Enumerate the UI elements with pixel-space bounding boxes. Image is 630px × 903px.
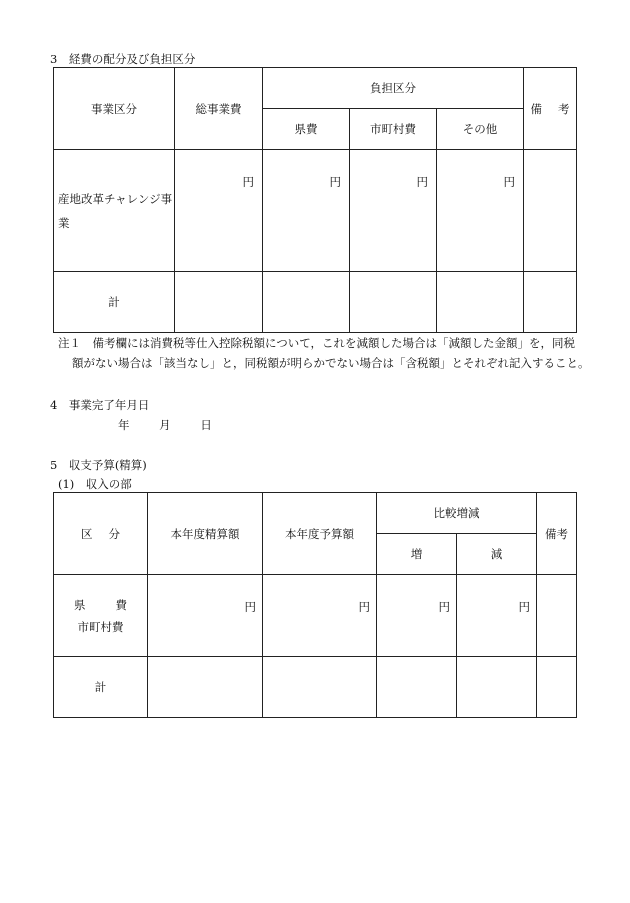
expense-allocation-table <box>53 67 577 333</box>
total-cell[interactable] <box>457 657 537 718</box>
row-income-source: 県 費 市町村費 <box>54 575 148 657</box>
income-table <box>53 492 577 718</box>
header-remarks: 備考 <box>537 493 577 575</box>
header-decrease: 減 <box>457 534 537 575</box>
section5-heading: 5 収支予算(精算) <box>50 458 147 472</box>
date-day-label: 日 <box>200 418 212 432</box>
section4-heading: 4 事業完了年月日 <box>50 398 150 412</box>
header-kubun: 区 分 <box>54 493 148 575</box>
total-cell[interactable] <box>524 272 577 333</box>
cell-other-cost[interactable]: 円 <box>437 150 524 272</box>
total-cell[interactable] <box>537 657 577 718</box>
date-year-label: 年 <box>118 418 130 432</box>
section5-subheading: (1) 収入の部 <box>58 477 132 491</box>
total-cell[interactable] <box>148 657 263 718</box>
note-line-1: 注１ 備考欄には消費税等仕入控除税額について，これを減額した場合は「減額した金額」を，同税 <box>58 336 576 350</box>
total-cell[interactable] <box>263 657 377 718</box>
header-budget-amount: 本年度予算額 <box>263 493 377 575</box>
cell-increase[interactable]: 円 <box>377 575 457 657</box>
cell-remarks[interactable] <box>524 150 577 272</box>
row-project-name: 産地改革チャレンジ事業 <box>54 150 175 272</box>
header-remarks: 備 考 <box>524 68 577 150</box>
header-burden-category: 負担区分 <box>263 68 524 109</box>
cell-settled-amount[interactable]: 円 <box>148 575 263 657</box>
row-total-label: 計 <box>54 657 148 718</box>
section3-heading: 3 経費の配分及び負担区分 <box>50 52 196 66</box>
cell-decrease[interactable]: 円 <box>457 575 537 657</box>
header-increase: 増 <box>377 534 457 575</box>
cell-budget-amount[interactable]: 円 <box>263 575 377 657</box>
total-cell[interactable] <box>377 657 457 718</box>
cell-total-cost[interactable]: 円 <box>175 150 263 272</box>
date-month-label: 月 <box>159 418 171 432</box>
header-settled-amount: 本年度精算額 <box>148 493 263 575</box>
header-municipal-cost: 市町村費 <box>350 109 437 150</box>
row-total-label: 計 <box>54 272 175 333</box>
header-comparison: 比較増減 <box>377 493 537 534</box>
cell-remarks[interactable] <box>537 575 577 657</box>
total-cell[interactable] <box>175 272 263 333</box>
header-total-cost: 総事業費 <box>175 68 263 150</box>
note-line-2: 額がない場合は「該当なし」と，同税額が明らかでない場合は「含税額」とそれぞれ記入すること。 <box>72 356 590 370</box>
total-cell[interactable] <box>263 272 350 333</box>
cell-municipal-cost[interactable]: 円 <box>350 150 437 272</box>
completion-date <box>118 417 212 433</box>
cell-prefecture-cost[interactable]: 円 <box>263 150 350 272</box>
header-jigyo-kubun: 事業区分 <box>54 68 175 150</box>
header-other: その他 <box>437 109 524 150</box>
total-cell[interactable] <box>350 272 437 333</box>
header-prefecture-cost: 県費 <box>263 109 350 150</box>
total-cell[interactable] <box>437 272 524 333</box>
